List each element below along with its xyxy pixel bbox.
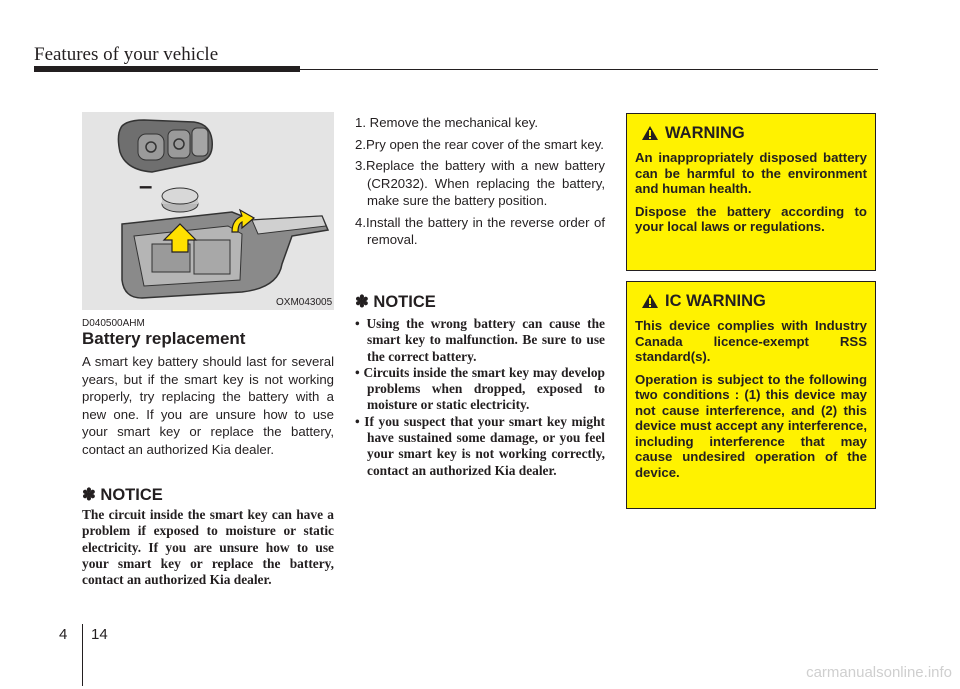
notice-symbol-icon: ✽ (355, 293, 369, 311)
page-number-rule (82, 624, 83, 686)
notice-label: NOTICE (373, 293, 436, 311)
step-item: 2.Pry open the rear cover of the smart key. (355, 136, 604, 152)
bullet-item: • If you suspect that your smart key might have sustained some damage, or you feel your smart key is not working correctly, contact an authorized Kia dealer. (355, 413, 605, 478)
ic-warning-text-2: Operation is subject to the following two conditions : (1) this device may not cause interference, and (2) this device must accept any interference, including interference that may cause undesired operation of the device. (635, 371, 867, 480)
smart-key-figure (82, 112, 334, 310)
steps-list (355, 114, 605, 253)
step-item: 4.Install the battery in the reverse order of removal. (355, 214, 605, 247)
ic-warning-header (641, 290, 867, 312)
notice-heading-left (82, 485, 163, 505)
watermark: carmanualsonline.info (806, 664, 952, 681)
section-code: D040500AHM (82, 318, 145, 329)
page-number: 14 (91, 626, 108, 643)
warning-triangle-icon (641, 293, 659, 309)
figure-code: OXM043005 (276, 297, 333, 308)
bullet-item: • Using the wrong battery can cause the smart key to malfunction. Be sure to use the correct battery. (355, 316, 605, 364)
step-item: 1. Remove the mechanical key. (355, 115, 539, 130)
minus-label: – (139, 173, 153, 200)
header-rule (300, 69, 878, 70)
ic-warning-box (626, 281, 876, 509)
intro-paragraph: A smart key battery should last for several years, but if the smart key is not working properly, try replacing the battery with a new one. If you are unsure how to use your smart key or replace the battery, contact an authorized Kia dealer. (82, 354, 334, 457)
bullet-item: • Circuits inside the smart key may develop problems when dropped, exposed to moisture or static electricity. (355, 364, 605, 413)
warning-box (626, 113, 876, 271)
notice-bullets (355, 316, 605, 479)
ic-warning-title: IC WARNING (665, 291, 766, 310)
page-header-title: Features of your vehicle (34, 44, 219, 65)
warning-text-2: Dispose the battery according to your local laws or regulations. (635, 203, 867, 234)
section-heading: Battery replacement (82, 329, 246, 348)
step-item: 3.Replace the battery with a new battery (CR2032). When replacing the battery, make sure the battery position. (355, 158, 605, 208)
header-bar (34, 66, 300, 72)
smart-key-illustration (82, 112, 334, 310)
notice-heading-middle (355, 292, 436, 312)
notice-label: NOTICE (100, 486, 163, 504)
notice-text-left: The circuit inside the smart key can have a problem if exposed to moisture or static electricity. If you are unsure how to use your smart key or replace the battery, contact an authorized Kia dealer. (82, 507, 334, 588)
warning-triangle-icon (641, 125, 659, 141)
warning-text-1: An inappropriately disposed battery can be harmful to the environment and human health. (635, 150, 867, 196)
warning-header (641, 122, 867, 144)
notice-symbol-icon: ✽ (82, 486, 96, 504)
ic-warning-text-1: This device complies with Industry Canada licence-exempt RSS standard(s). (635, 318, 867, 364)
warning-title: WARNING (665, 123, 745, 142)
section-number: 4 (59, 626, 68, 643)
